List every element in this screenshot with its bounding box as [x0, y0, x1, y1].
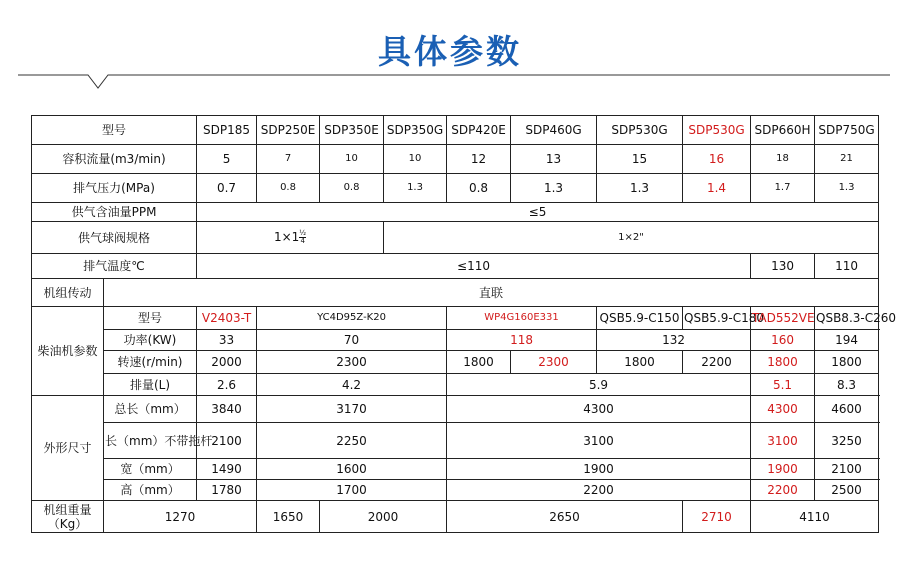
flow-cell: 16 [683, 145, 751, 174]
oil-label: 供气含油量PPM [32, 203, 197, 222]
engine-disp-row [32, 374, 879, 396]
dims-height-cell: 2200 [751, 480, 815, 501]
pressure-cell: 0.8 [320, 174, 384, 203]
dims-length2-cell: 3100 [447, 423, 751, 459]
dims-width-cell: 1900 [447, 459, 751, 480]
dims-height-cell: 2200 [447, 480, 751, 501]
model-cell: SDP460G [511, 116, 597, 145]
dims-height-cell: 1700 [257, 480, 447, 501]
engine-label: 柴油机参数 [32, 307, 104, 396]
model-cell: SDP350G [384, 116, 447, 145]
model-cell: SDP530G [597, 116, 683, 145]
flow-cell: 18 [751, 145, 815, 174]
weight-cell: 1270 [104, 501, 257, 533]
engine-power-cell: 118 [447, 330, 597, 351]
dims-length2-row [32, 423, 879, 459]
dims-width-label: 宽（mm） [104, 459, 197, 480]
valve-value-b: 1×2" [384, 222, 879, 254]
temp-label: 排气温度℃ [32, 254, 197, 279]
valve-fraction [299, 230, 306, 245]
weight-cell: 1650 [257, 501, 320, 533]
dims-width-cell: 2100 [815, 459, 879, 480]
flow-cell: 13 [511, 145, 597, 174]
dims-width-row [32, 459, 879, 480]
page-title: 具体参数 [378, 32, 522, 71]
dims-length-cell: 4300 [751, 396, 815, 423]
dims-length-cell: 3170 [257, 396, 447, 423]
flow-row [32, 145, 879, 174]
engine-power-cell: 132 [597, 330, 751, 351]
engine-model-row [32, 307, 879, 330]
pressure-cell: 1.7 [751, 174, 815, 203]
pressure-cell: 0.8 [257, 174, 320, 203]
dims-length-cell: 3840 [197, 396, 257, 423]
weight-cell: 2710 [683, 501, 751, 533]
flow-cell: 5 [197, 145, 257, 174]
engine-speed-label: 转速(r/min) [104, 351, 197, 374]
weight-cell: 4110 [751, 501, 879, 533]
dims-length2-cell: 3100 [751, 423, 815, 459]
engine-disp-cell: 4.2 [257, 374, 447, 396]
weight-cell: 2650 [447, 501, 683, 533]
dims-length2-cell: 2250 [257, 423, 447, 459]
flow-label: 容积流量(m3/min) [32, 145, 197, 174]
engine-speed-cell: 1800 [751, 351, 815, 374]
engine-speed-cell: 2300 [511, 351, 597, 374]
dims-label: 外形尺寸 [32, 396, 104, 501]
temp-value-b: 130 [751, 254, 815, 279]
dims-width-cell: 1900 [751, 459, 815, 480]
drive-label: 机组传动 [32, 279, 104, 307]
fraction-numerator: ½ [299, 229, 307, 237]
flow-cell: 7 [257, 145, 320, 174]
engine-model-label: 型号 [104, 307, 197, 330]
dims-height-label: 高（mm） [104, 480, 197, 501]
flow-cell: 21 [815, 145, 879, 174]
engine-model-cell: WP4G160E331 [447, 307, 597, 330]
engine-speed-cell: 2200 [683, 351, 751, 374]
valve-label: 供气球阀规格 [32, 222, 197, 254]
flow-cell: 12 [447, 145, 511, 174]
model-cell: SDP660H [751, 116, 815, 145]
flow-cell: 10 [384, 145, 447, 174]
pressure-cell: 0.8 [447, 174, 511, 203]
engine-power-cell: 70 [257, 330, 447, 351]
engine-speed-cell: 1800 [597, 351, 683, 374]
flow-cell: 10 [320, 145, 384, 174]
engine-disp-cell: 5.9 [447, 374, 751, 396]
engine-disp-cell: 8.3 [815, 374, 879, 396]
model-cell: SDP420E [447, 116, 511, 145]
engine-speed-cell: 1800 [447, 351, 511, 374]
fraction-denominator: 4 [300, 237, 305, 245]
model-cell: SDP250E [257, 116, 320, 145]
dims-length-cell: 4300 [447, 396, 751, 423]
pressure-cell: 1.3 [597, 174, 683, 203]
oil-value: ≤5 [197, 203, 879, 222]
engine-power-cell: 33 [197, 330, 257, 351]
flow-cell: 15 [597, 145, 683, 174]
weight-label-b: （Kg） [47, 516, 88, 531]
pressure-cell: 1.3 [384, 174, 447, 203]
model-row [32, 116, 879, 145]
model-cell: SDP185 [197, 116, 257, 145]
model-cell: SDP750G [815, 116, 879, 145]
engine-model-cell: QSB8.3-C260 [815, 307, 879, 330]
engine-power-cell: 160 [751, 330, 815, 351]
engine-speed-cell: 1800 [815, 351, 879, 374]
temp-value-a: ≤110 [197, 254, 751, 279]
dims-length-cell: 4600 [815, 396, 879, 423]
engine-disp-cell: 5.1 [751, 374, 815, 396]
engine-model-cell: QSB5.9-C150 [597, 307, 683, 330]
engine-power-row [32, 330, 879, 351]
drive-value: 直联 [104, 279, 879, 307]
engine-model-cell: QSB5.9-C180 [683, 307, 751, 330]
dims-length2-cell: 2100 [197, 423, 257, 459]
temp-value-c: 110 [815, 254, 879, 279]
dims-length2-cell: 3250 [815, 423, 879, 459]
oil-row [32, 203, 879, 222]
weight-label-a: 机组重量 [43, 502, 92, 517]
valve-row [32, 222, 879, 254]
model-cell: SDP350E [320, 116, 384, 145]
engine-power-cell: 194 [815, 330, 879, 351]
valve-value-a [197, 222, 384, 254]
dims-length-row [32, 396, 879, 423]
pressure-label: 排气压力(MPa) [32, 174, 197, 203]
engine-speed-cell: 2000 [197, 351, 257, 374]
dims-height-row [32, 480, 879, 501]
temp-row [32, 254, 879, 279]
engine-speed-cell: 2300 [257, 351, 447, 374]
engine-model-cell: TAD552VE [751, 307, 815, 330]
engine-power-label: 功率(KW) [104, 330, 197, 351]
header-divider [0, 0, 900, 100]
engine-disp-label: 排量(L) [104, 374, 197, 396]
dims-width-cell: 1490 [197, 459, 257, 480]
weight-label [32, 501, 104, 533]
spec-table [31, 115, 897, 533]
dims-width-cell: 1600 [257, 459, 447, 480]
dims-height-cell: 2500 [815, 480, 879, 501]
model-label: 型号 [32, 116, 197, 145]
dims-length2-label: 长（mm）不带拖杆 [104, 423, 197, 459]
valve-value-a-text: 1×1 [273, 230, 300, 244]
dims-length-label: 总长（mm） [104, 396, 197, 423]
pressure-row [32, 174, 879, 203]
weight-cell: 2000 [320, 501, 447, 533]
engine-model-cell: V2403-T [197, 307, 257, 330]
dims-height-cell: 1780 [197, 480, 257, 501]
engine-model-cell: YC4D95Z-K20 [257, 307, 447, 330]
engine-speed-row [32, 351, 879, 374]
pressure-cell: 1.4 [683, 174, 751, 203]
model-cell: SDP530G [683, 116, 751, 145]
pressure-cell: 1.3 [511, 174, 597, 203]
engine-disp-cell: 2.6 [197, 374, 257, 396]
drive-row [32, 279, 879, 307]
pressure-cell: 1.3 [815, 174, 879, 203]
pressure-cell: 0.7 [197, 174, 257, 203]
weight-row [32, 501, 879, 533]
